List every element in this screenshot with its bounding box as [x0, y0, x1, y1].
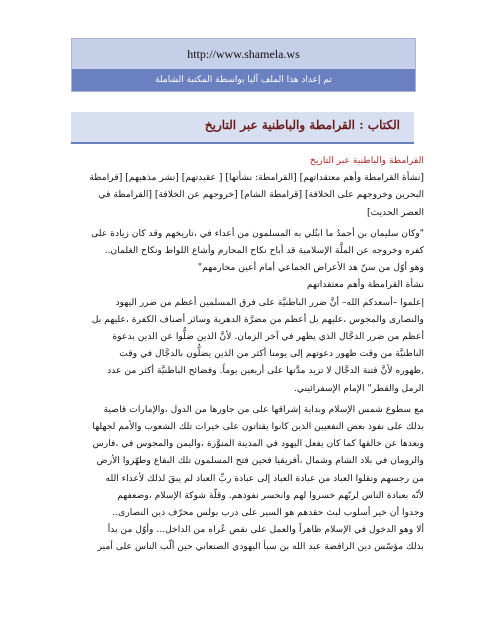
toc-line: العصر الحديث]	[366, 206, 424, 218]
paragraph-line: من رجسهم ونقلوا العباد من عبادة العباد إلى عبادة ربِّ العباد لم يبقَ لذلك لأعداء الله	[105, 472, 424, 484]
paragraph-line: ألا وهو الدخول في الإسلام ظاهراً والعمل على نقض عُراه من الداخل... وأوّل من بدأ	[107, 524, 424, 536]
paragraph-line: وبعدها عن خالقها كما كان يفعل اليهود في المدينة المنوَّرة ،واليمن والمجوس في ،فارس	[92, 438, 424, 450]
paragraph-line: والنصارى والمجوس ،عليهم بل أعظم من مضرَّة الدهرية وسائر أصناف الكفرة ،عليهم بل	[91, 313, 424, 325]
toc-line: [نشأة القرامطة وأهم معتقداتهم] [القرامطة: نشأتها] [ عقيدتهم] [نشر مذهبهم] [قرامطة	[89, 172, 424, 184]
paragraph-line: مع سطوع شمس الإسلام وبداية إشراقها على من جاورها من الدول ،والإمارات قاصية	[103, 403, 424, 415]
paragraph-line: لأنّه بعبادة الناس لربّهم خسروا لهم وانحسر نفوذهم. وقلّة شوكة الإسلام ،وضعفهم	[117, 489, 424, 501]
book-title-box	[71, 112, 414, 144]
quote-line: وهو أوّل من سنّ هذ الأعراض الجماعي أمام أعين محارمهم"	[197, 262, 424, 274]
paragraph-line: الرمل والقطر" الإمام الإسفرائيني.	[294, 382, 424, 394]
toc-line: البحرين وخروجهم على الخلافة] [قرامطة الشام] [خروجهم عن الخلافة] [القرامطة في	[98, 189, 424, 201]
header-subtitle: تم إعداد هذا الملف آليا بواسطة المكتبة الشاملة	[72, 69, 415, 91]
quote-line: "وكان سليمان بن أحمدُ ما ابتُلي به المسلمون من أعداء في ،تاريخهم وقد كان زيادة على	[91, 227, 424, 239]
section-heading: نشأة القرامطة وأهم معتقداتهم	[306, 279, 424, 291]
site-url[interactable]: http://www.shamela.ws	[187, 47, 300, 61]
document-body	[60, 152, 424, 556]
content-heading: القرامطة والباطنية عبر التاريخ	[309, 155, 424, 166]
paragraph-line: ,ظهوره لأنَّ فتنة الدجَّال لا تزيد مدَّتها على أربعين يوماً. وفضائح الباطنيَّة أكثر من عدد	[107, 365, 424, 377]
paragraph-line: وجدوا أن خير أسلوب لبث حقدهم هو السير على درب بولس محرّف دين النصارى..	[112, 507, 424, 519]
paragraph-line: إعلموا –أسعدكم الله– أنَّ ضرر الباطنيَّة على فرق المسلمين أعظم من ضرر اليهود	[115, 296, 424, 308]
site-header	[71, 38, 416, 92]
paragraph-line: بذلك مؤسّس دين الرافضة عبد الله بن سبأ اليهودي الصنعاني حين ألّب الناس على أمير	[97, 541, 424, 553]
paragraph-line: الباطنيَّة من وقت ظهور دعوتهم إلى يومنا أكثر من الذين يضلُّون بالدجَّال في وقت	[119, 348, 424, 360]
paragraph-line: بذلك على نفوذ بعض النفعيين الذين كانوا يقتاتون على خيرات تلك الشعوب والأمم لجهلها	[92, 421, 424, 433]
paragraph-line: أعظم من ضرر الدجَّال الذي يظهر في آخر الزمان. لأنَّ الذين ضلُّوا عن الدين بدعوة	[112, 331, 424, 343]
paragraph-line: والرومان في بلاد الشام وشمال ،أفريقيا فحين فتح المسلمون تلك البقاع وطهّروا الأرض	[96, 455, 424, 467]
book-title: الكتاب : القرامطة والباطنية عبر التاريخ	[204, 118, 400, 132]
quote-line: كفره وخروجه عن الملَّة الإسلامية قد أباح نكاح المحارم وأشاع اللواط ونكاح الغلمان..	[104, 245, 424, 257]
